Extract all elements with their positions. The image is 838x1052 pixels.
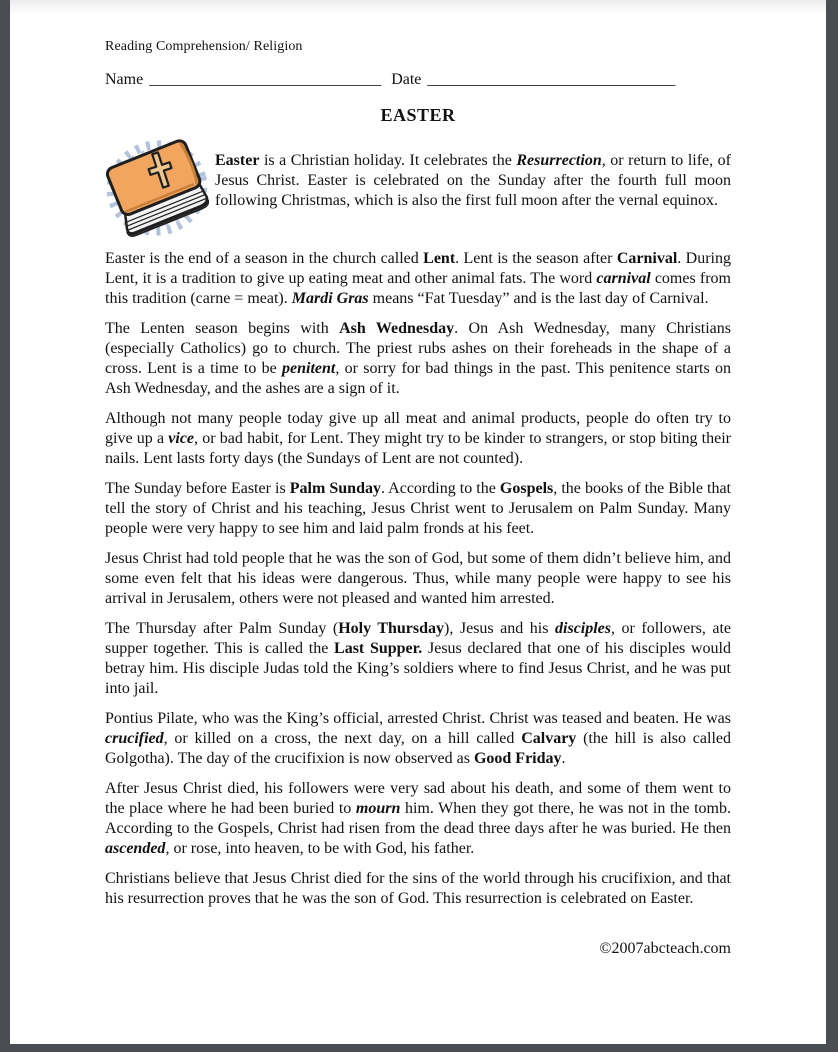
- emphasized-text: vice: [168, 430, 195, 447]
- body-text: means “Fat Tuesday” and is the last day of Carnival.: [368, 290, 709, 307]
- body-text: The Thursday after Palm Sunday (: [105, 620, 339, 637]
- paragraph: [105, 709, 731, 769]
- paragraph: [105, 249, 731, 309]
- paragraph: [105, 409, 731, 469]
- date-blank-line: _______________________________: [427, 71, 676, 88]
- body-text: Although not many people today give up all meat and animal products, people do often try to give up a: [105, 410, 731, 447]
- emphasized-text: Palm Sunday: [289, 480, 381, 497]
- body-text: , or sorry for bad things in the past. This penitence starts on Ash Wednesday, and the ashes are a sign of it.: [105, 360, 731, 397]
- emphasized-text: Good Friday: [473, 750, 562, 767]
- page-content: [10, 0, 826, 959]
- body-text: . Lent is the season after: [455, 250, 617, 267]
- emphasized-text: Ash Wednesday: [339, 320, 455, 337]
- emphasized-text: crucified: [105, 730, 164, 747]
- worksheet-page: [10, 0, 826, 1044]
- body-text: After Jesus Christ died, his followers were very sad about his death, and some of them went to the place where he had been buried to: [105, 780, 731, 817]
- emphasized-text: penitent: [282, 360, 336, 377]
- body-text: Christians believe that Jesus Christ died for the sins of the world through his crucifixion, and that his resurrection proves that he was the son of God. This resurrection is celebrated on Easter.: [105, 870, 731, 907]
- paragraph: [105, 779, 731, 859]
- emphasized-text: Mardi Gras: [291, 290, 369, 307]
- body-text: Pontius Pilate, who was the King’s official, arrested Christ. Christ was teased and beaten. He was: [105, 710, 731, 727]
- body-text: ), Jesus and his: [444, 620, 556, 637]
- name-blank-line: _____________________________: [149, 71, 382, 88]
- worksheet-category-label: Reading Comprehension/ Religion: [105, 39, 303, 54]
- emphasized-text: Last Supper.: [334, 640, 423, 657]
- emphasized-text: mourn: [355, 800, 401, 817]
- body-text: comes from this tradition (carne = meat).: [105, 270, 731, 307]
- body-text: . During Lent, it is a tradition to give up eating meat and other animal fats. The word: [105, 250, 731, 287]
- body-text: (the hill is also called Golgotha). The day of the crucifixion is now observed as: [105, 730, 731, 767]
- emphasized-text: Holy Thursday: [338, 620, 445, 637]
- emphasized-text: carnival: [596, 270, 651, 287]
- body-text: Easter is the end of a season in the church called: [105, 250, 424, 267]
- body-text: , the books of the Bible that tell the story of Christ and his teaching, Jesus Christ went to Jerusalem on Palm Sunday. Many people were very happy to see him and laid palm fronds at his feet.: [105, 480, 731, 537]
- date-label: Date: [391, 71, 422, 88]
- bible-icon: [105, 137, 209, 239]
- body-text: him. When they got there, he was not in the tomb. According to the Gospels, Christ had risen from the dead three days after he was buried. He then: [105, 800, 732, 837]
- page-title: EASTER: [380, 105, 456, 125]
- body-text: , or bad habit, for Lent. They might try to be kinder to strangers, or stop biting their nails. Lent lasts forty days (the Sundays of Lent are not counted).: [105, 430, 731, 467]
- body-text: The Lenten season begins with: [105, 320, 340, 337]
- copyright-footer: ©2007abcteach.com: [599, 940, 731, 957]
- name-label: Name: [105, 71, 144, 88]
- body-text: Jesus declared that one of his disciples would betray him. His disciple Judas told the King’s soldiers where to find Jesus Christ, and he was put into jail.: [105, 640, 731, 697]
- emphasized-text: Gospels: [499, 480, 554, 497]
- article-body: [105, 249, 731, 909]
- emphasized-text: Calvary: [521, 730, 577, 747]
- emphasized-text: ascended: [105, 840, 166, 857]
- intro-paragraph: [215, 151, 731, 211]
- emphasized-text: Resurrection: [516, 152, 602, 169]
- emphasized-text: Easter: [215, 152, 260, 169]
- body-text: , or killed on a cross, the next day, on a hill called: [163, 730, 522, 747]
- body-text: , or rose, into heaven, to be with God, his father.: [165, 840, 475, 857]
- body-text: . On Ash Wednesday, many Christians (especially Catholics) go to church. The priest rubs ashes on their foreheads in the shape of a cross. Lent is a time to be: [105, 320, 732, 377]
- emphasized-text: Carnival: [616, 250, 678, 267]
- body-text: . According to the: [380, 480, 500, 497]
- body-text: Jesus Christ had told people that he was the son of God, but some of them didn’t believe him, and some even felt that his ideas were dangerous. Thus, while many people were happy to see his arrival in Jerusalem, others were not pleased and wanted him arrested.: [105, 550, 731, 607]
- paragraph: [105, 319, 731, 399]
- paragraph: [105, 549, 731, 609]
- body-text: The Sunday before Easter is: [105, 480, 290, 497]
- paragraph: [105, 479, 731, 539]
- paragraph: [105, 619, 731, 699]
- body-text: , or return to life, of Jesus Christ. Easter is celebrated on the Sunday after the fourth full moon following Christmas, which is also the first full moon after the vernal equinox.: [215, 152, 732, 209]
- body-text: .: [561, 750, 566, 767]
- paragraph: [105, 869, 731, 909]
- emphasized-text: disciples: [555, 620, 612, 637]
- intro-section: [105, 137, 731, 239]
- emphasized-text: Lent: [423, 250, 456, 267]
- body-text: , or followers, ate supper together. This is called the: [105, 620, 732, 657]
- body-text: is a Christian holiday. It celebrates the: [259, 152, 517, 169]
- name-date-row: [105, 69, 731, 91]
